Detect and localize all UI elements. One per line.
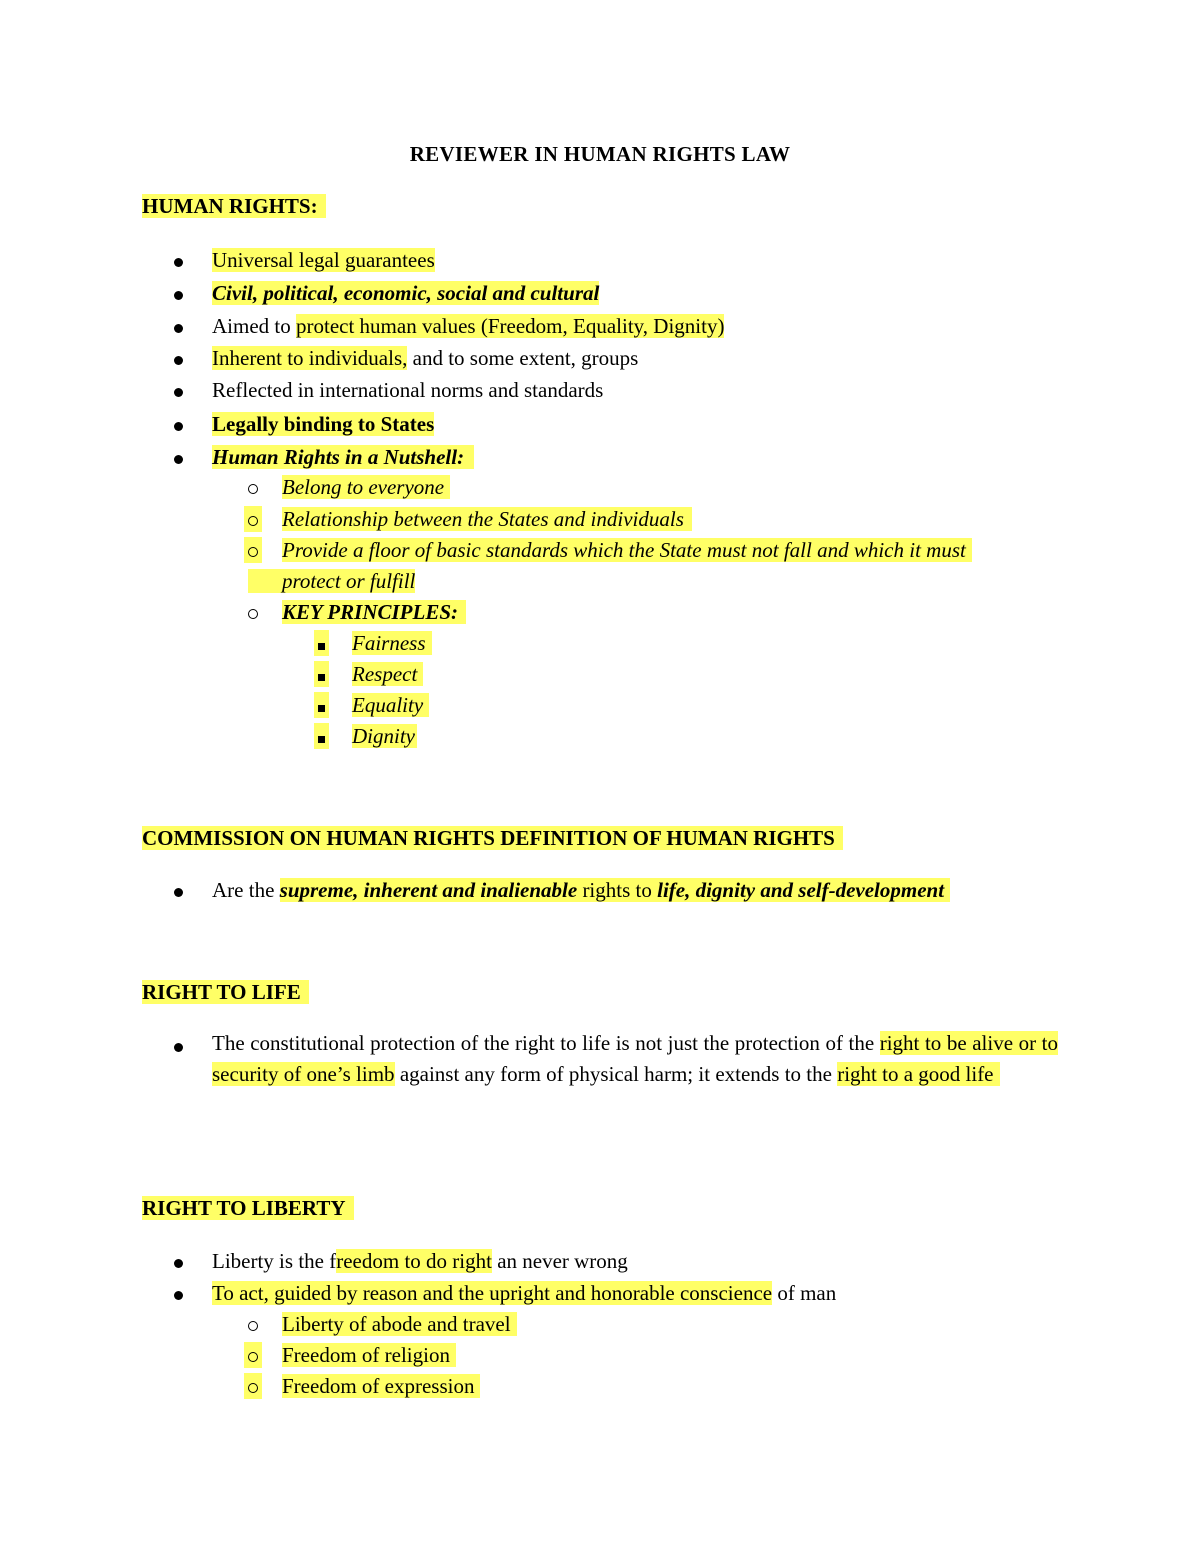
circle-bullet-icon [248, 538, 262, 562]
list-item: Belong to everyone [282, 475, 450, 499]
list-item: KEY PRINCIPLES: [282, 600, 466, 624]
list-item: Reflected in international norms and standards [212, 378, 604, 402]
list-item: Liberty is the freedom to do right an never wrong [212, 1249, 628, 1273]
list-item: Dignity [352, 724, 415, 748]
bullet-icon [174, 346, 183, 370]
list-item: Universal legal guarantees [212, 248, 435, 272]
list-item: Freedom of expression [282, 1374, 480, 1398]
list-item: Provide a floor of basic standards which the State must not fall and which it must [282, 538, 972, 562]
bullet-icon [174, 1249, 183, 1273]
list-item: Relationship between the States and individuals [282, 507, 692, 531]
circle-bullet-icon [248, 507, 262, 531]
list-item: Equality [352, 693, 429, 717]
bullet-icon [174, 878, 183, 902]
bullet-icon [174, 248, 183, 272]
circle-bullet-icon [248, 600, 258, 624]
list-item: Are the supreme, inherent and inalienable rights to life, dignity and self-development [212, 878, 950, 902]
list-item: Freedom of religion [282, 1343, 456, 1367]
bullet-icon [174, 1033, 183, 1057]
list-item: Aimed to protect human values (Freedom, Equality, Dignity) [212, 314, 725, 338]
list-item: Liberty of abode and travel [282, 1312, 517, 1336]
section-heading-right-to-liberty: RIGHT TO LIBERTY [142, 1196, 354, 1221]
document-title: REVIEWER IN HUMAN RIGHTS LAW [409, 142, 791, 166]
list-item: Human Rights in a Nutshell: [212, 445, 474, 469]
square-bullet-icon [318, 724, 329, 748]
list-item: Fairness [352, 631, 432, 655]
list-item: Respect [352, 662, 423, 686]
list-item: Civil, political, economic, social and cultural [212, 281, 600, 305]
list-item: Legally binding to States [212, 412, 435, 436]
bullet-icon [174, 412, 183, 436]
paragraph: The constitutional protection of the right to life is not just the protection of the right to be alive or to security of one’s limb against any form of physical harm; it extends to the right to a good life [212, 1031, 1058, 1086]
bullet-icon [174, 378, 183, 402]
circle-bullet-icon [248, 1343, 262, 1367]
square-bullet-icon [318, 662, 329, 686]
bullet-icon [174, 281, 183, 305]
list-item-continuation: protect or fulfill [248, 569, 415, 593]
circle-bullet-icon [248, 1374, 262, 1398]
section-heading-human-rights: HUMAN RIGHTS: [142, 194, 326, 219]
bullet-icon [174, 1281, 183, 1305]
list-item: Inherent to individuals, and to some extent, groups [212, 346, 639, 370]
bullet-icon [174, 445, 183, 469]
list-item: To act, guided by reason and the upright and honorable conscience of man [212, 1281, 837, 1305]
section-heading-chr: COMMISSION ON HUMAN RIGHTS DEFINITION OF HUMAN RIGHTS [142, 826, 843, 851]
bullet-icon [174, 314, 183, 338]
square-bullet-icon [318, 693, 329, 717]
section-heading-right-to-life: RIGHT TO LIFE [142, 980, 309, 1005]
square-bullet-icon [318, 631, 329, 655]
circle-bullet-icon [248, 1312, 258, 1336]
circle-bullet-icon [248, 475, 258, 499]
